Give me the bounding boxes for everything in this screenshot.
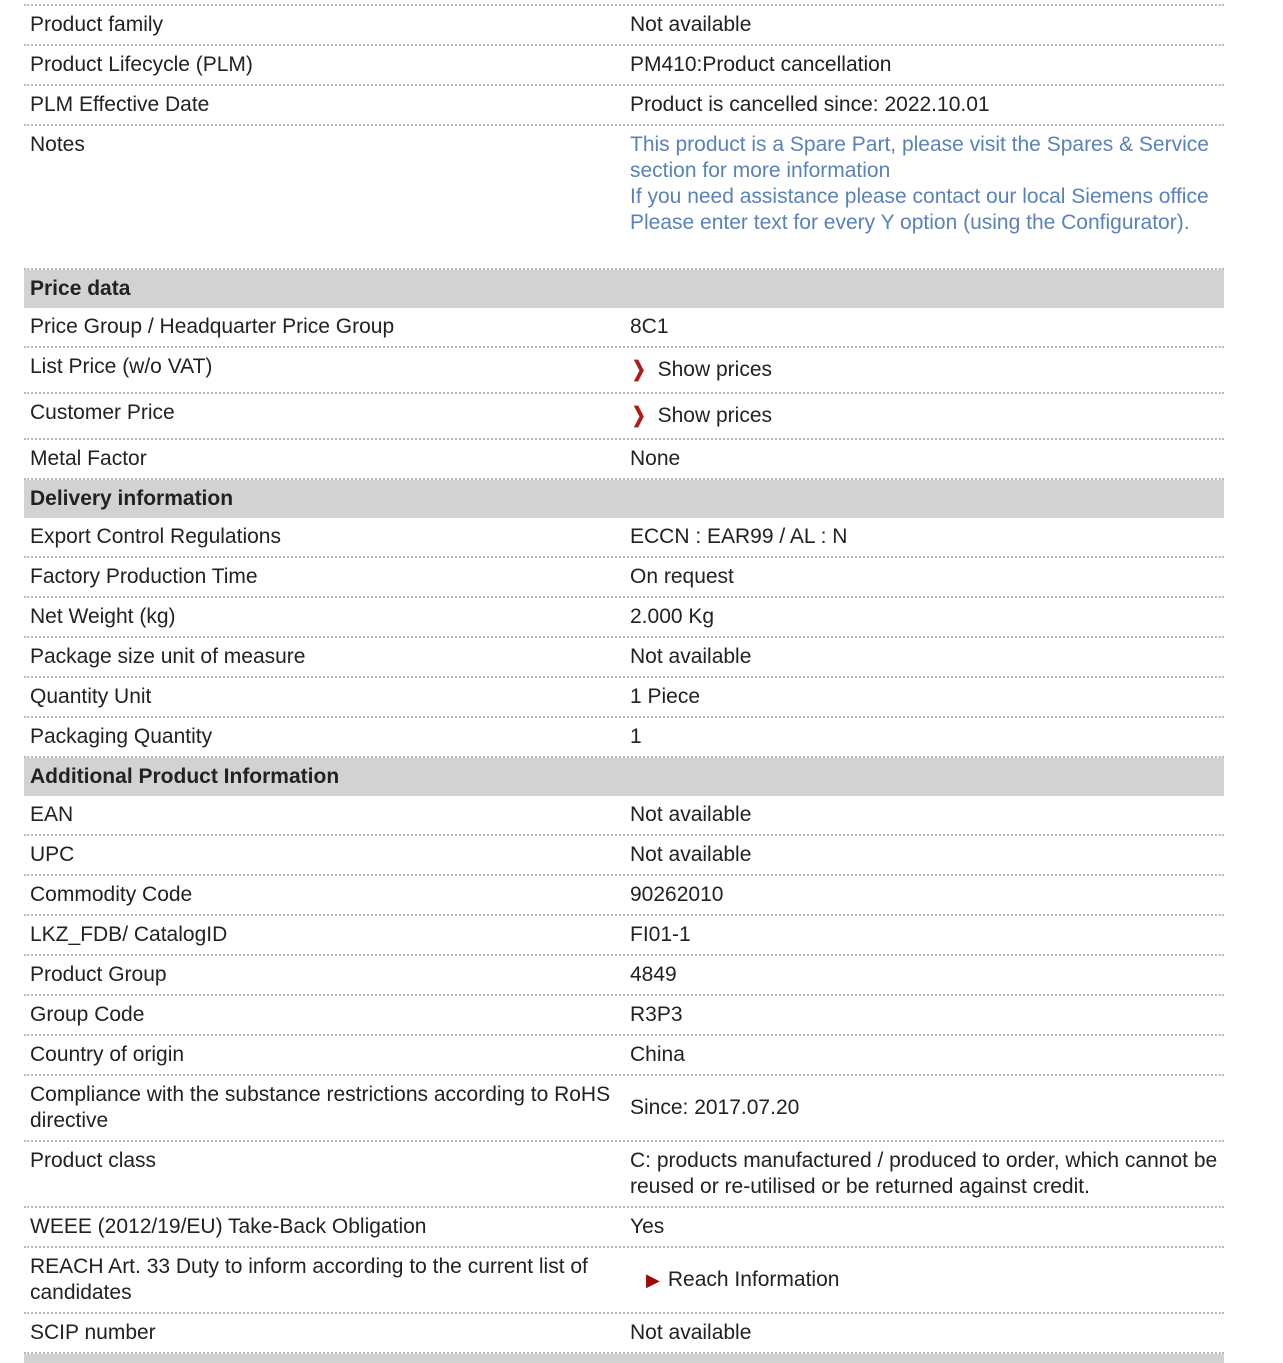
- table-row: [24, 1036, 1224, 1076]
- table-row: [24, 1248, 1224, 1314]
- row-label: Product class: [30, 1149, 157, 1172]
- row-value: R3P3: [630, 1003, 683, 1026]
- row-value: 2.000 Kg: [630, 605, 715, 628]
- table-row: [24, 46, 1224, 86]
- row-label: Product family: [30, 13, 164, 36]
- section-header-additional: [24, 758, 1224, 796]
- row-value: ECCN : EAR99 / AL : N: [630, 525, 848, 548]
- row-value: FI01-1: [630, 923, 691, 946]
- table-row: [24, 1314, 1224, 1354]
- row-value: C: products manufactured / produced to order, which cannot be reused or re-utilised or be returned against credit.: [630, 1149, 1218, 1198]
- section-header-price: [24, 270, 1224, 308]
- reach-information-link[interactable]: [624, 1248, 1224, 1312]
- table-row: [24, 836, 1224, 876]
- table-row: [24, 598, 1224, 638]
- product-data-table: [24, 4, 1224, 1354]
- row-value: Not available: [630, 803, 752, 826]
- row-value: 8C1: [630, 315, 669, 338]
- note-spare-part: This product is a Spare Part, please visit the Spares & Service section for more information: [630, 133, 1209, 182]
- table-row: [24, 996, 1224, 1036]
- row-label: Quantity Unit: [30, 685, 152, 708]
- row-value: 4849: [630, 963, 677, 986]
- table-row: [24, 876, 1224, 916]
- row-value: PM410:Product cancellation: [630, 53, 892, 76]
- table-row: [24, 678, 1224, 718]
- section-title: Additional Product Information: [30, 765, 340, 788]
- row-value: Not available: [630, 645, 752, 668]
- row-label: Notes: [30, 133, 85, 156]
- row-value: 1: [630, 725, 642, 748]
- row-label: Metal Factor: [30, 447, 147, 470]
- row-label: Country of origin: [30, 1043, 185, 1066]
- list-price-link[interactable]: [624, 348, 1224, 392]
- note-configurator: Please enter text for every Y option (using the Configurator).: [630, 211, 1190, 234]
- show-prices-link[interactable]: Show prices: [657, 404, 772, 427]
- section-title: Delivery information: [30, 487, 234, 510]
- show-prices-link[interactable]: Show prices: [657, 358, 772, 381]
- table-row: [24, 1142, 1224, 1208]
- table-row: [24, 956, 1224, 996]
- row-label: Factory Production Time: [30, 565, 258, 588]
- table-row: [24, 86, 1224, 126]
- row-value: China: [630, 1043, 685, 1066]
- row-label: Compliance with the substance restrictions according to RoHS directive: [30, 1083, 611, 1132]
- notes-value: [624, 126, 1224, 268]
- table-row: [24, 796, 1224, 836]
- table-row: [24, 558, 1224, 598]
- table-row: [24, 440, 1224, 480]
- row-label: Group Code: [30, 1003, 145, 1026]
- note-assistance: If you need assistance please contact our local Siemens office: [630, 185, 1209, 208]
- row-value: Product is cancelled since: 2022.10.01: [630, 93, 990, 116]
- row-label: Product Lifecycle (PLM): [30, 53, 253, 76]
- section-title: Price data: [30, 277, 131, 300]
- section-header-delivery: [24, 480, 1224, 518]
- notes-row: [24, 126, 1224, 270]
- row-label: REACH Art. 33 Duty to inform according to the current list of candidates: [30, 1255, 588, 1304]
- row-label: Export Control Regulations: [30, 525, 281, 548]
- table-row: [24, 518, 1224, 558]
- row-label: Packaging Quantity: [30, 725, 213, 748]
- customer-price-link[interactable]: [624, 394, 1224, 438]
- chevron-right-icon: ❯: [631, 358, 646, 381]
- row-value: None: [630, 447, 681, 470]
- row-label: Commodity Code: [30, 883, 193, 906]
- row-value: Not available: [630, 13, 752, 36]
- table-row: [24, 1208, 1224, 1248]
- reach-link-text[interactable]: Reach Information: [667, 1268, 840, 1291]
- row-label: UPC: [30, 843, 75, 866]
- row-label: Price Group / Headquarter Price Group: [30, 315, 395, 338]
- chevron-right-icon: ❯: [631, 404, 646, 427]
- row-label: SCIP number: [30, 1321, 156, 1344]
- row-label: PLM Effective Date: [30, 93, 210, 116]
- row-value: Not available: [630, 843, 752, 866]
- row-value: On request: [630, 565, 734, 588]
- table-row: [24, 638, 1224, 678]
- row-label: Net Weight (kg): [30, 605, 176, 628]
- row-value: 1 Piece: [630, 685, 701, 708]
- row-label: Product Group: [30, 963, 167, 986]
- table-row: [24, 718, 1224, 758]
- table-row: [24, 394, 1224, 440]
- table-row: [24, 1076, 1224, 1142]
- row-value: 90262010: [630, 883, 724, 906]
- row-value: Since: 2017.07.20: [630, 1096, 800, 1119]
- section-header-next: [24, 1354, 1224, 1363]
- row-label: Customer Price: [30, 401, 175, 424]
- table-row: [24, 916, 1224, 956]
- row-label: EAN: [30, 803, 74, 826]
- row-label: Package size unit of measure: [30, 645, 306, 668]
- row-label: WEEE (2012/19/EU) Take-Back Obligation: [30, 1215, 427, 1238]
- row-label: List Price (w/o VAT): [30, 355, 213, 378]
- table-row: [24, 308, 1224, 348]
- row-value: Yes: [630, 1215, 665, 1238]
- table-row: [24, 348, 1224, 394]
- table-row: [24, 6, 1224, 46]
- row-value: Not available: [630, 1321, 752, 1344]
- product-data-container: [24, 4, 1224, 1363]
- row-label: LKZ_FDB/ CatalogID: [30, 923, 228, 946]
- triangle-right-icon: ▶: [646, 1270, 660, 1290]
